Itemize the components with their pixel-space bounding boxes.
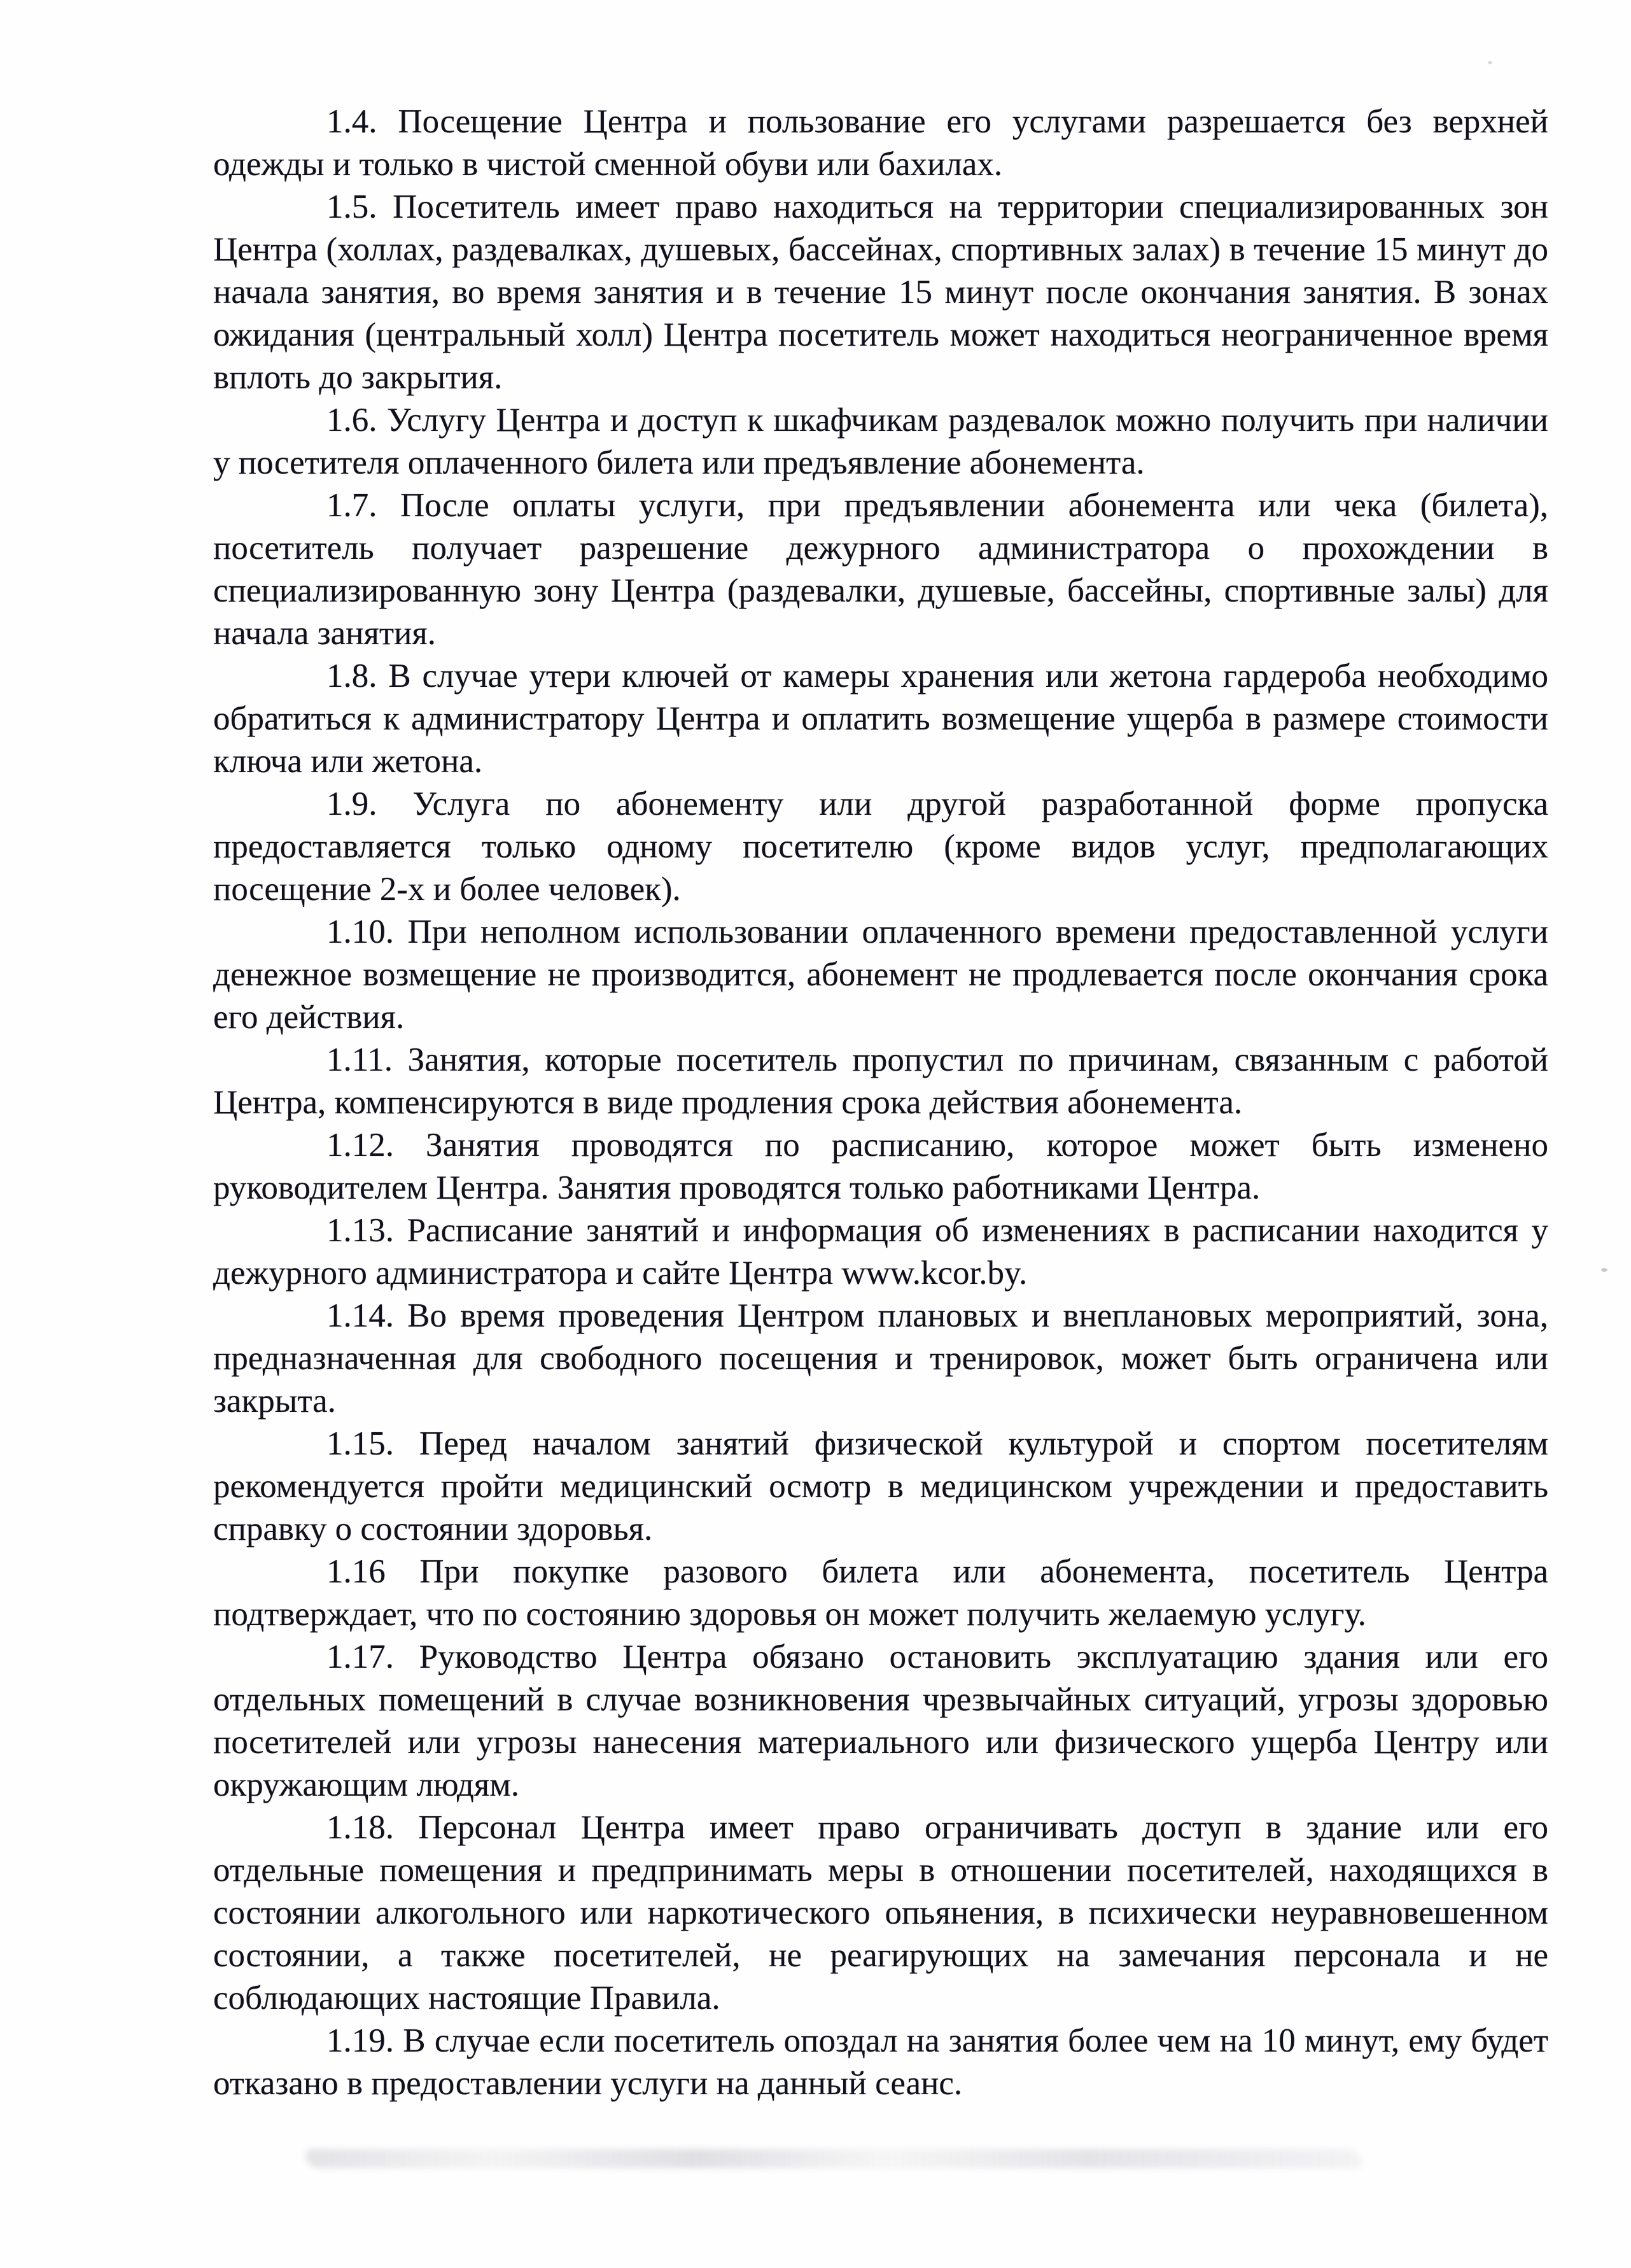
clause-number: 1.14. — [326, 1297, 394, 1334]
clause-1-19 — [213, 2020, 1548, 2105]
clause-text: Руководство Центра обязано остановить эксплуатацию здания или его отдельных помещений в случае возникновения чрезвычайных ситуаций, угрозы здоровью посетителей или угрозы нанесения материального или физического ущерба Центру или окружающим людям. — [213, 1638, 1548, 1803]
clause-number: 1.6. — [326, 402, 377, 439]
clause-text: Занятия проводятся по расписанию, которое может быть изменено руководителем Центра. Занятия проводятся только работниками Центра. — [213, 1127, 1549, 1206]
clause-1-7 — [213, 484, 1548, 655]
clause-text: При неполном использовании оплаченного времени предоставленной услуги денежное возмещение не производится, абонемент не продлевается после окончания срока его действия. — [213, 913, 1548, 1036]
clause-number: 1.5. — [326, 188, 377, 225]
clause-text: Перед началом занятий физической культурой и спортом посетителям рекомендуется пройти медицинский осмотр в медицинском учреждении и предоставить справку о состоянии здоровья. — [213, 1425, 1548, 1547]
clause-1-10 — [213, 911, 1548, 1039]
clause-1-5 — [213, 186, 1548, 399]
clause-1-15 — [213, 1423, 1548, 1551]
clause-text: При покупке разового билета или абонемента, посетитель Центра подтверждает, что по состоянию здоровья он может получить желаемую услугу. — [213, 1553, 1549, 1633]
clause-text: После оплаты услуги, при предъявлении абонемента или чека (билета), посетитель получает разрешение дежурного администратора о прохождении в специализированную зону Центра (раздевалки, душевые, бассейны, спортивные залы) для начала занятия. — [213, 487, 1548, 652]
clause-1-8 — [213, 655, 1548, 783]
clause-number: 1.10. — [326, 913, 394, 950]
clause-number: 1.17. — [326, 1638, 394, 1675]
scan-smudge-artifact — [305, 2149, 1362, 2168]
clause-1-16 — [213, 1551, 1548, 1636]
clause-text: Занятия, которые посетитель пропустил по причинам, связанным с работой Центра, компенсируются в виде продления срока действия абонемента. — [213, 1041, 1548, 1121]
clause-text: Услугу Центра и доступ к шкафчикам раздевалок можно получить при наличии у посетителя оплаченного билета или предъявление абонемента. — [213, 402, 1549, 481]
clause-number: 1.9. — [326, 785, 377, 822]
clause-text: Посетитель имеет право находиться на территории специализированных зон Центра (холлах, раздевалках, душевых, бассейнах, спортивных залах) в течение 15 минут до начала занятия, во время занятия и в течение 15 минут после окончания занятия. В зонах ожидания (центральный холл) Центра посетитель может находиться неограниченное время вплоть до закрытия. — [213, 188, 1549, 396]
clause-number: 1.8. — [326, 658, 377, 694]
clause-1-12 — [213, 1124, 1548, 1209]
clause-text: Услуга по абонементу или другой разработанной форме пропуска предоставляется только одному посетителю (кроме видов услуг, предполагающих посещение 2-х и более человек). — [213, 785, 1548, 908]
clause-number: 1.12. — [326, 1127, 394, 1164]
clause-number: 1.16 — [326, 1553, 386, 1590]
clause-1-17 — [213, 1636, 1548, 1807]
clause-1-6 — [213, 399, 1548, 484]
scan-speck — [1601, 1268, 1607, 1272]
clause-text: Посещение Центра и пользование его услугами разрешается без верхней одежды и только в чистой сменной обуви или бахилах. — [213, 103, 1549, 183]
clause-1-18 — [213, 1807, 1548, 2020]
clause-number: 1.7. — [326, 487, 377, 524]
clause-number: 1.15. — [326, 1425, 394, 1462]
clause-number: 1.11. — [326, 1041, 393, 1078]
clause-1-4 — [213, 101, 1548, 186]
clause-number: 1.13. — [326, 1212, 394, 1249]
clause-text: В случае если посетитель опоздал на занятия более чем на 10 минут, ему будет отказано в предоставлении услуги на данный сеанс. — [213, 2022, 1548, 2102]
clause-text: Персонал Центра имеет право ограничивать доступ в здание или его отдельные помещения и предпринимать меры в отношении посетителей, находящихся в состоянии алкогольного или наркотического опьянения, в психически неуравновешенном состоянии, а также посетителей, не реагирующих на замечания персонала и не соблюдающих настоящие Правила. — [213, 1809, 1548, 2017]
rules-text-block — [213, 101, 1548, 2105]
clause-number: 1.4. — [326, 103, 377, 140]
clause-text: Расписание занятий и информация об изменениях в расписании находится у дежурного администратора и сайте Центра www.kcor.by. — [213, 1212, 1548, 1292]
scan-speck — [1488, 61, 1492, 64]
clause-text: Во время проведения Центром плановых и внеплановых мероприятий, зона, предназначенная для свободного посещения и тренировок, может быть ограничена или закрыта. — [213, 1297, 1549, 1419]
clause-number: 1.18. — [326, 1809, 394, 1846]
clause-text: В случае утери ключей от камеры хранения или жетона гардероба необходимо обратиться к администратору Центра и оплатить возмещение ущерба в размере стоимости ключа или жетона. — [213, 658, 1549, 780]
clause-1-13 — [213, 1209, 1548, 1295]
clause-1-11 — [213, 1039, 1548, 1124]
clause-1-14 — [213, 1295, 1548, 1423]
clause-number: 1.19. — [326, 2022, 394, 2059]
clause-1-9 — [213, 783, 1548, 911]
